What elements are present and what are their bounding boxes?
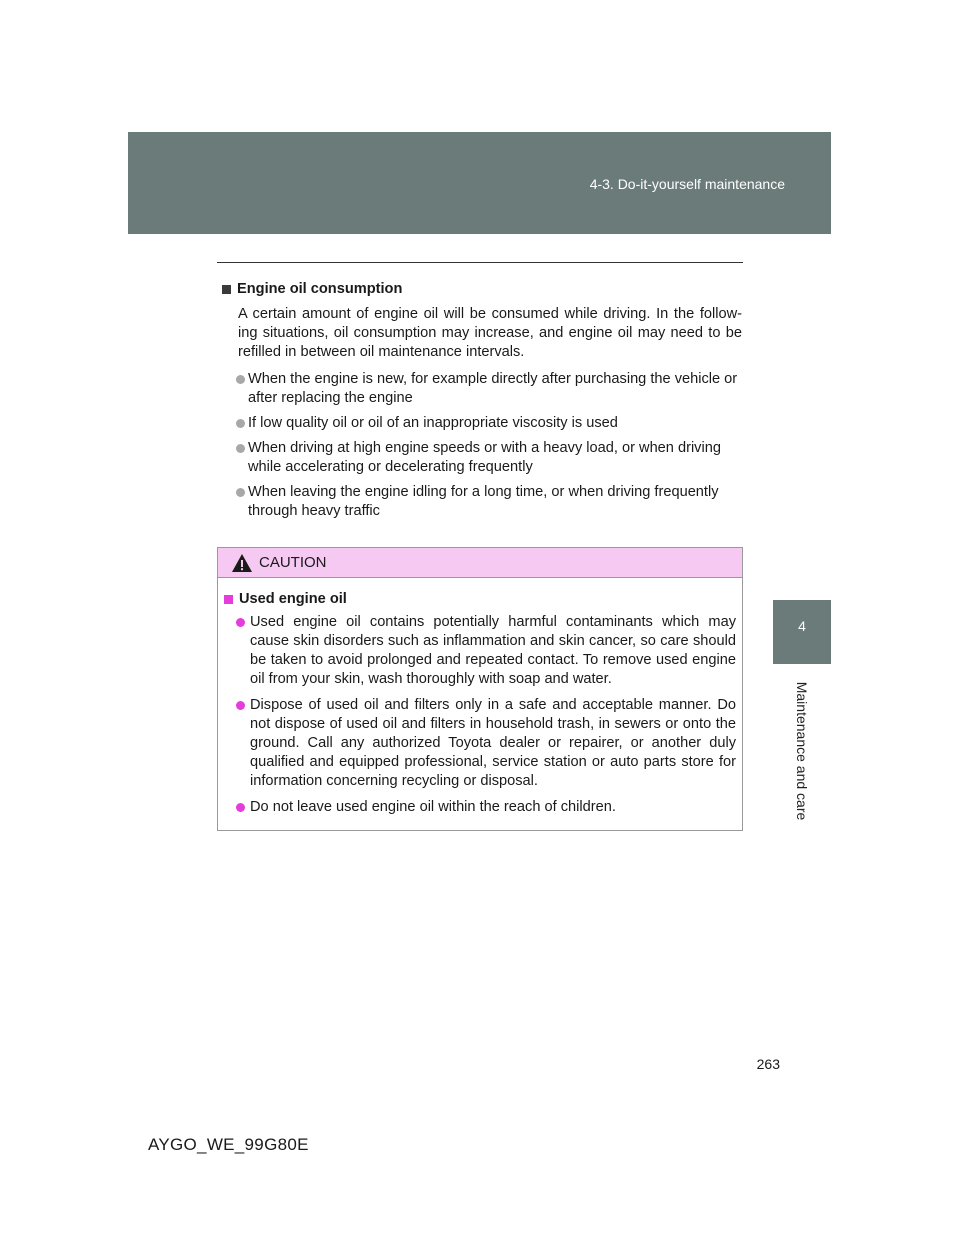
caution-title: CAUTION: [259, 554, 327, 571]
section-title: 4-3. Do-it-yourself maintenance: [589, 176, 785, 192]
document-code: AYGO_WE_99G80E: [148, 1135, 309, 1154]
round-bullet-icon: [236, 701, 245, 710]
list-item: [236, 439, 742, 477]
square-bullet-icon: [222, 285, 231, 294]
conditions-list: [222, 370, 742, 521]
list-item-text: When leaving the engine idling for a long time, or when driving frequently through heavy traffic: [248, 484, 719, 519]
list-item-text: Do not leave used engine oil within the reach of children.: [250, 799, 616, 815]
section-heading: [222, 280, 742, 299]
round-bullet-icon: [236, 444, 245, 453]
list-item-text: When driving at high engine speeds or with a heavy load, or when driving while accelerating or decelerating frequently: [248, 440, 721, 475]
caution-box: [217, 547, 743, 831]
round-bullet-icon: [236, 618, 245, 627]
round-bullet-icon: [236, 375, 245, 384]
square-bullet-icon: [224, 595, 233, 604]
caution-header: [218, 548, 742, 578]
list-item-text: Used engine oil contains potentially harmful contaminants which may cause skin disorders such as inflammation and skin cancer, so care should be taken to avoid prolonged and repeated contact. To remove used engine oil from your skin, wash thoroughly with soap and water.: [250, 614, 736, 687]
list-item: [236, 613, 736, 689]
chapter-label-strip: [773, 664, 831, 838]
intro-paragraph: A certain amount of engine oil will be consumed while driving. In the follow- ing situations, oil consumption may increase, and engine oil may need to be refilled in between oil maintenance intervals.: [238, 306, 742, 360]
list-item-text: Dispose of used oil and filters only in a safe and acceptable manner. Do not dispose of used oil and filters in household trash, in sewers or onto the ground. Call any authorized Toyota dealer or repairer, or another duly qualified and equipped professional, service station or auto parts store for information concerning recycling or disposal.: [250, 697, 736, 789]
list-item: [236, 414, 742, 433]
round-bullet-icon: [236, 488, 245, 497]
chapter-number: 4: [798, 618, 806, 634]
list-item-text: When the engine is new, for example directly after purchasing the vehicle or after replacing the engine: [248, 371, 738, 406]
caution-heading-text: Used engine oil: [239, 591, 347, 607]
warning-triangle-icon: [231, 553, 253, 573]
list-item: [236, 798, 736, 817]
round-bullet-icon: [236, 419, 245, 428]
list-item: [236, 696, 736, 791]
caution-heading: [224, 590, 736, 609]
chapter-tab: [773, 600, 831, 664]
top-divider: [217, 262, 743, 263]
chapter-label: Maintenance and care: [794, 681, 810, 821]
list-item: [236, 370, 742, 408]
header-band: [128, 132, 831, 234]
list-item-text: If low quality oil or oil of an inappropriate viscosity is used: [248, 415, 618, 431]
list-item: [236, 483, 742, 521]
oil-consumption-section: [222, 280, 742, 527]
caution-list: [224, 613, 736, 817]
page-number: 263: [756, 1056, 780, 1072]
section-heading-text: Engine oil consumption: [237, 281, 403, 297]
round-bullet-icon: [236, 803, 245, 812]
caution-body: [218, 578, 742, 817]
